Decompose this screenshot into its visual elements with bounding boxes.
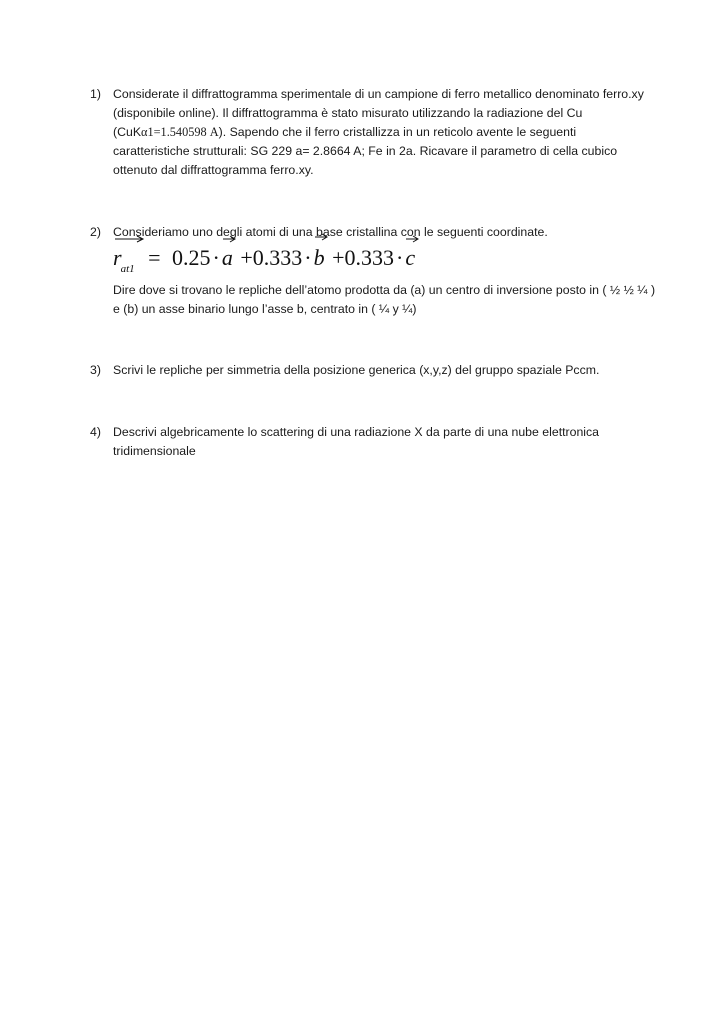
question-2-continued xyxy=(90,281,670,319)
text-line: Dire dove si trovano le repliche dell’atomo prodotta da (a) un centro di inversione posto in ( ½ ½ ¼ ) xyxy=(113,283,656,297)
question-4 xyxy=(90,423,670,461)
vector-r-at1 xyxy=(113,243,135,277)
coefficient-a: 0.25 xyxy=(172,245,211,270)
vector-b xyxy=(314,243,325,273)
question-text xyxy=(113,423,670,461)
vector-a-symbol: a xyxy=(221,245,233,270)
vector-a xyxy=(222,243,233,273)
text-line: caratteristiche strutturali: SG 229 a= 2.8664 A; Fe in 2a. Ricavare il parametro di cella cubico xyxy=(113,144,618,158)
vector-r-subscript: at1 xyxy=(120,263,135,275)
coefficient-c: +0.333 xyxy=(332,245,395,270)
wavelength-value: α1=1.540598 A xyxy=(141,125,219,139)
radiation-suffix: ). Sapendo che il ferro cristallizza in un reticolo avente le seguenti xyxy=(218,125,577,139)
dot-operator: · xyxy=(304,245,312,270)
question-text xyxy=(113,281,670,319)
vector-c xyxy=(405,243,415,273)
position-vector-formula xyxy=(113,243,415,277)
question-3 xyxy=(90,361,670,380)
text-line-radiation xyxy=(113,123,670,142)
question-number: 4) xyxy=(90,425,101,439)
dot-operator: · xyxy=(396,245,404,270)
text-line: Descrivi algebricamente lo scattering di una radiazione X da parte di una nube elettronica xyxy=(113,425,600,439)
text-line: Considerate il diffrattogramma sperimentale di un campione di ferro metallico denominato ferro.xy xyxy=(113,87,644,101)
dot-operator: · xyxy=(212,245,220,270)
question-1 xyxy=(90,85,670,180)
question-text xyxy=(113,361,670,380)
question-2 xyxy=(90,223,670,242)
vector-arrow-icon xyxy=(113,234,145,244)
vector-arrow-icon xyxy=(222,234,236,244)
vector-r-symbol: r xyxy=(113,245,122,270)
vector-c-symbol: c xyxy=(405,245,416,270)
question-text xyxy=(113,85,670,180)
vector-arrow-icon xyxy=(405,234,419,244)
coefficient-b: +0.333 xyxy=(240,245,303,270)
question-number: 2) xyxy=(90,225,101,239)
question-text xyxy=(113,223,670,242)
vector-arrow-icon xyxy=(314,232,328,242)
question-number: 3) xyxy=(90,363,101,377)
question-number: 1) xyxy=(90,87,101,101)
text-line: tridimensionale xyxy=(113,444,196,458)
text-line: (disponibile online). Il diffrattogramma è stato misurato utilizzando la radiazione del Cu xyxy=(113,106,583,120)
text-line: Consideriamo uno degli atomi di una base cristallina con le seguenti coordinate. xyxy=(113,225,548,239)
text-line: Scrivi le repliche per simmetria della posizione generica (x,y,z) del gruppo spaziale Pccm. xyxy=(113,363,600,377)
radiation-prefix: (CuK xyxy=(113,125,142,139)
text-line: ottenuto dal diffrattogramma ferro.xy. xyxy=(113,163,314,177)
vector-b-symbol: b xyxy=(313,245,325,270)
equals-sign: = xyxy=(148,245,161,270)
text-line: e (b) un asse binario lungo l’asse b, centrato in ( ¼ y ¼) xyxy=(113,302,417,316)
